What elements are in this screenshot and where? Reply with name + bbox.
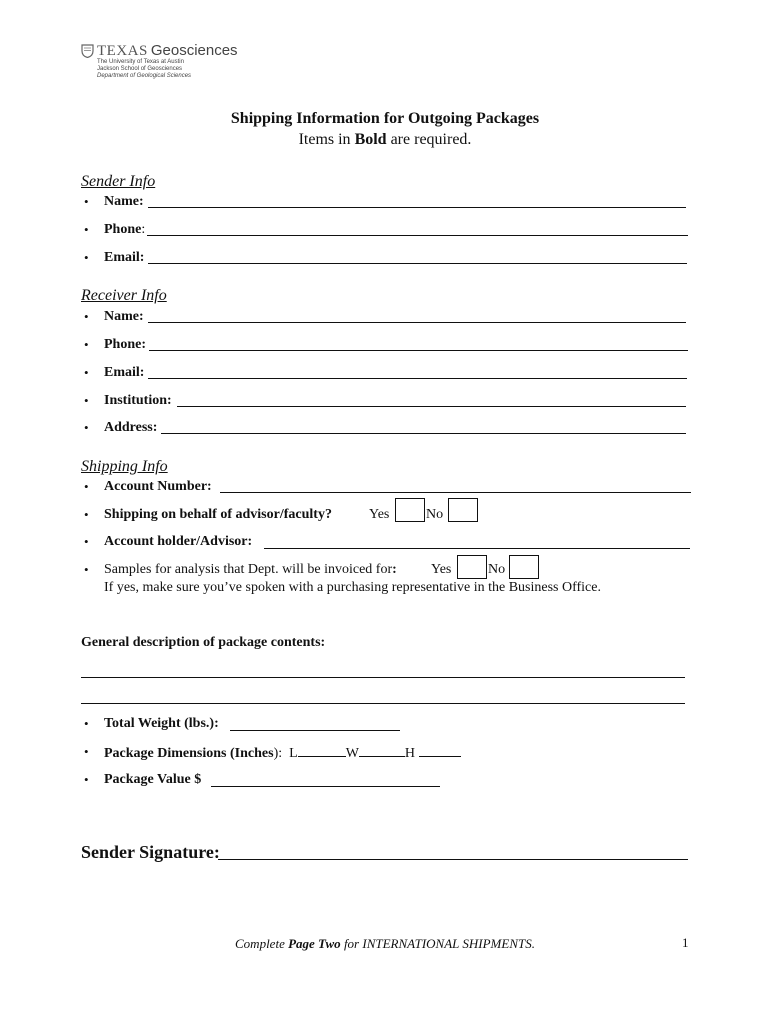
shield-icon (81, 44, 94, 58)
bullet: • (84, 337, 89, 352)
sender-signature-field[interactable] (218, 859, 688, 860)
bullet: • (84, 222, 89, 237)
sender-phone-colon: : (141, 222, 146, 237)
package-value-label: Package Value $ (104, 772, 202, 787)
sender-phone-label: Phone (104, 222, 142, 237)
logo-geosciences: Geosciences (150, 42, 238, 59)
total-weight-field[interactable] (230, 730, 400, 731)
receiver-address-field[interactable] (161, 433, 686, 434)
behalf-question-label: Shipping on behalf of advisor/faculty? (104, 507, 332, 522)
receiver-institution-label: Institution: (104, 393, 172, 408)
bullet: • (84, 250, 89, 265)
bullet: • (84, 393, 89, 408)
behalf-yes-label: Yes (369, 507, 390, 522)
footer-prefix: Complete (235, 936, 289, 951)
logo-texas: TEXAS (97, 43, 148, 59)
sender-phone-field[interactable] (147, 235, 688, 236)
dimensions-row (104, 744, 461, 762)
dim-l-field[interactable] (298, 744, 346, 757)
account-number-field[interactable] (220, 492, 691, 493)
receiver-email-label: Email: (104, 365, 145, 380)
logo-department: Department of Geological Sciences (97, 73, 192, 79)
footer-note (0, 936, 770, 952)
sender-info-heading: Sender Info (81, 173, 156, 190)
account-holder-label: Account holder/Advisor: (104, 534, 253, 549)
bullet: • (84, 309, 89, 324)
dim-w-field[interactable] (359, 744, 405, 757)
total-weight-label: Total Weight (lbs.): (104, 716, 219, 731)
logo-school: Jackson School of Geosciences (97, 66, 183, 72)
samples-question-wrap (104, 562, 397, 578)
behalf-yes-checkbox[interactable] (395, 498, 425, 522)
samples-no-checkbox[interactable] (509, 555, 539, 579)
bullet: • (84, 365, 89, 380)
dim-w-label: W (345, 746, 359, 761)
samples-note: If yes, make sure you’ve spoken with a purchasing representative in the Business Office. (104, 580, 601, 595)
subtitle-bold: Bold (354, 131, 387, 148)
sender-signature-label: Sender Signature: (81, 842, 220, 862)
dim-h-label: H (404, 746, 416, 761)
receiver-institution-field[interactable] (177, 406, 686, 407)
receiver-phone-field[interactable] (149, 350, 688, 351)
bullet: • (84, 194, 89, 209)
receiver-name-label: Name: (104, 309, 144, 324)
account-holder-field[interactable] (264, 548, 690, 549)
sender-email-field[interactable] (148, 263, 687, 264)
samples-colon: : (392, 562, 397, 577)
contents-line-1[interactable] (81, 677, 685, 678)
contents-line-2[interactable] (81, 703, 685, 704)
behalf-no-checkbox[interactable] (448, 498, 478, 522)
samples-yes-checkbox[interactable] (457, 555, 487, 579)
shipping-info-heading: Shipping Info (81, 458, 168, 475)
bullet: • (84, 534, 89, 549)
page-title: Shipping Information for Outgoing Packages (230, 110, 540, 127)
receiver-phone-label: Phone: (104, 337, 146, 352)
samples-no-label: No (488, 562, 506, 577)
samples-yes-label: Yes (431, 562, 452, 577)
bullet: • (84, 716, 89, 731)
subtitle-suffix: are required. (386, 131, 472, 148)
receiver-info-heading: Receiver Info (81, 287, 167, 304)
receiver-address-label: Address: (104, 420, 158, 435)
bullet: • (84, 420, 89, 435)
bullet: • (84, 562, 89, 577)
page-number: 1 (682, 935, 689, 950)
sender-email-label: Email: (104, 250, 145, 265)
page-subtitle (0, 130, 770, 149)
contents-description-label: General description of package contents: (81, 635, 326, 650)
behalf-no-label: No (426, 507, 444, 522)
sender-name-field[interactable] (148, 207, 686, 208)
sender-phone-label-wrap (104, 222, 145, 238)
receiver-email-field[interactable] (148, 378, 687, 379)
package-value-field[interactable] (211, 786, 440, 787)
dim-l-label: L (289, 746, 298, 761)
department-logo (81, 43, 281, 88)
subtitle-prefix: Items in (298, 131, 355, 148)
bullet: • (84, 772, 89, 787)
samples-question-label: Samples for analysis that Dept. will be invoiced for (104, 562, 393, 577)
sender-name-label: Name: (104, 194, 144, 209)
footer-suffix: for INTERNATIONAL SHIPMENTS. (340, 936, 535, 951)
bullet: • (84, 479, 89, 494)
dim-h-field[interactable] (419, 744, 461, 757)
dimensions-label: Package Dimensions (Inches (104, 746, 274, 761)
receiver-name-field[interactable] (148, 322, 686, 323)
account-number-label: Account Number: (104, 479, 212, 494)
logo-university: The University of Texas at Austin (97, 59, 184, 65)
bullet: • (84, 507, 89, 522)
footer-bold: Page Two (288, 936, 341, 951)
bullet: • (84, 744, 89, 759)
dimensions-tail: ): (273, 746, 283, 761)
